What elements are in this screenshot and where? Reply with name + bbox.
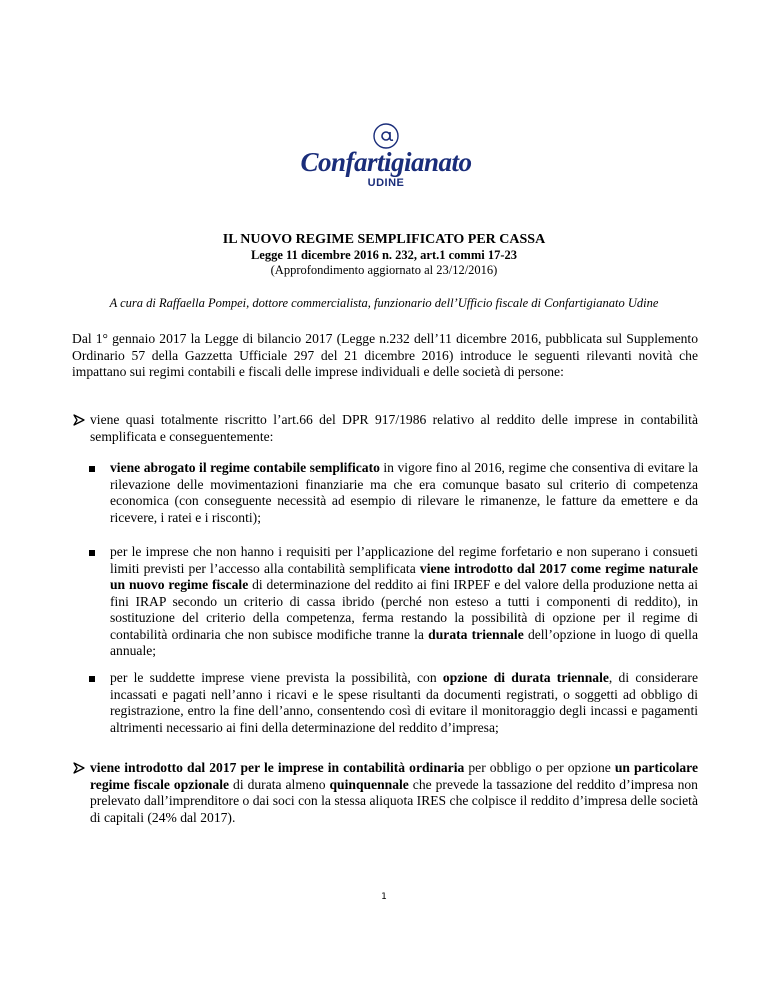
main-bullet-2-part2: di durata almeno (229, 776, 330, 792)
main-bullet-2-part1: per obbligo o per opzione (464, 760, 615, 775)
logo-brand-name: Confartigianato (300, 147, 472, 177)
document-title: IL NUOVO REGIME SEMPLIFICATO PER CASSA (222, 232, 546, 247)
sub-bullet-1-bold: viene abrogato il regime contabile semplificato (110, 460, 380, 475)
sub-bullet-3-bold1: opzione di durata triennale (442, 670, 609, 685)
sub-bullet-2-bold1: viene introdotto dal 2017 come regime naturale un nuovo regime fiscale (110, 560, 698, 592)
update-note: (Approfondimento aggiornato al 23/12/2016) (270, 263, 498, 277)
author-byline: A cura di Raffaella Pompei, dottore commercialista, funzionario dell’Ufficio fiscale di Confartigianato Udine (109, 296, 659, 310)
at-sign-icon (372, 122, 400, 150)
square-bullet-icon (89, 550, 95, 556)
sub-bullet-1 (86, 460, 698, 526)
sub-bullet-2-part2: di determinazione del reddito ai fini IRPEF e del valore della produzione netta ai fini IRAP secondo un criterio di cassa ibrido (perché non esteso a tutti i componenti di reddito), in sostituzione del criterio della competenza, ferma restando la possibilità di opzione per il regime di contabilità ordinaria che non subisce modifiche tranne la (110, 577, 698, 642)
sub-bullet-3-text (110, 670, 698, 736)
sub-bullet-2-bold2: durata triennale (428, 626, 524, 642)
main-bullet-1 (72, 412, 698, 445)
document-subtitle: Legge 11 dicembre 2016 n. 232, art.1 commi 17-23 (250, 248, 518, 262)
sub-bullet-2-part1: per le imprese che non hanno i requisiti per l’applicazione del regime forfetario e non superano i consueti limiti previsti per l’accesso alla contabilità semplificata (110, 544, 698, 576)
main-bullet-2-bold1: viene introdotto dal 2017 per le imprese in contabilità ordinaria (90, 760, 465, 775)
confartigianato-logo (300, 122, 472, 202)
title-block (0, 231, 768, 278)
sub-bullet-3-part1: per le suddette imprese viene prevista la possibilità, con (110, 670, 443, 685)
sub-bullet-2 (86, 544, 698, 660)
main-bullet-2 (72, 760, 698, 826)
sub-bullet-1-rest: in vigore fino al 2016, regime che consentiva di evitare la rilevazione delle movimentazioni finanziarie ma che era comunque basato sul criterio di competenza economica (con conseguente necessità ad esempio di rilevare le rimanenze, le fatture da emettere e da ricevere, i ratei e i risconti); (110, 460, 698, 525)
sub-bullet-3 (86, 670, 698, 736)
sub-bullet-3-part2: , di considerare incassati e pagati nell’anno i ricavi e le spese risultanti da documenti registrati, o soggetti ad obbligo di registrazione, entro la fine dell’anno, consentendo così di evitare il monitoraggio degli incassi e pagamenti altrimenti necessario ai fini della determinazione del reddito d’impresa; (110, 670, 698, 735)
main-bullet-1-text: viene quasi totalmente riscritto l’art.66 del DPR 917/1986 relativo al reddito delle imprese in contabilità semplificata e conseguentemente: (90, 412, 698, 444)
main-bullet-2-bold2: un particolare regime fiscale opzionale (90, 760, 698, 792)
sub-bullet-2-part3: dell’opzione in luogo di quella annuale; (110, 626, 698, 658)
logo-city-name: UDINE (367, 177, 405, 189)
sub-bullet-2-text (110, 544, 698, 660)
main-bullet-2-part3: che prevede la tassazione del reddito d’impresa non prelevato dall’imprenditore o dai soci con la stessa aliquota IRES che colpisce il reddito d’impresa delle società di capitali (24% dal 2017). (90, 776, 698, 825)
page-number: 1 (381, 892, 387, 902)
square-bullet-icon (89, 676, 95, 682)
intro-paragraph: Dal 1° gennaio 2017 la Legge di bilancio 2017 (Legge n.232 dell’11 dicembre 2016, pubblicata sul Supplemento Ordinario 57 della Gazzetta Ufficiale 297 del 21 dicembre 2016) introduce le seguenti rilevanti novità che impattano sui regimi contabili e fiscali delle imprese individuali e delle società di persone: (72, 331, 698, 379)
main-bullet-2-bold3: quinquennale (329, 776, 409, 792)
arrow-bullet-icon (72, 412, 88, 428)
arrow-bullet-icon (72, 760, 88, 776)
main-bullet-2-text (90, 760, 698, 826)
square-bullet-icon (89, 466, 95, 472)
sub-bullet-1-text (110, 460, 698, 526)
